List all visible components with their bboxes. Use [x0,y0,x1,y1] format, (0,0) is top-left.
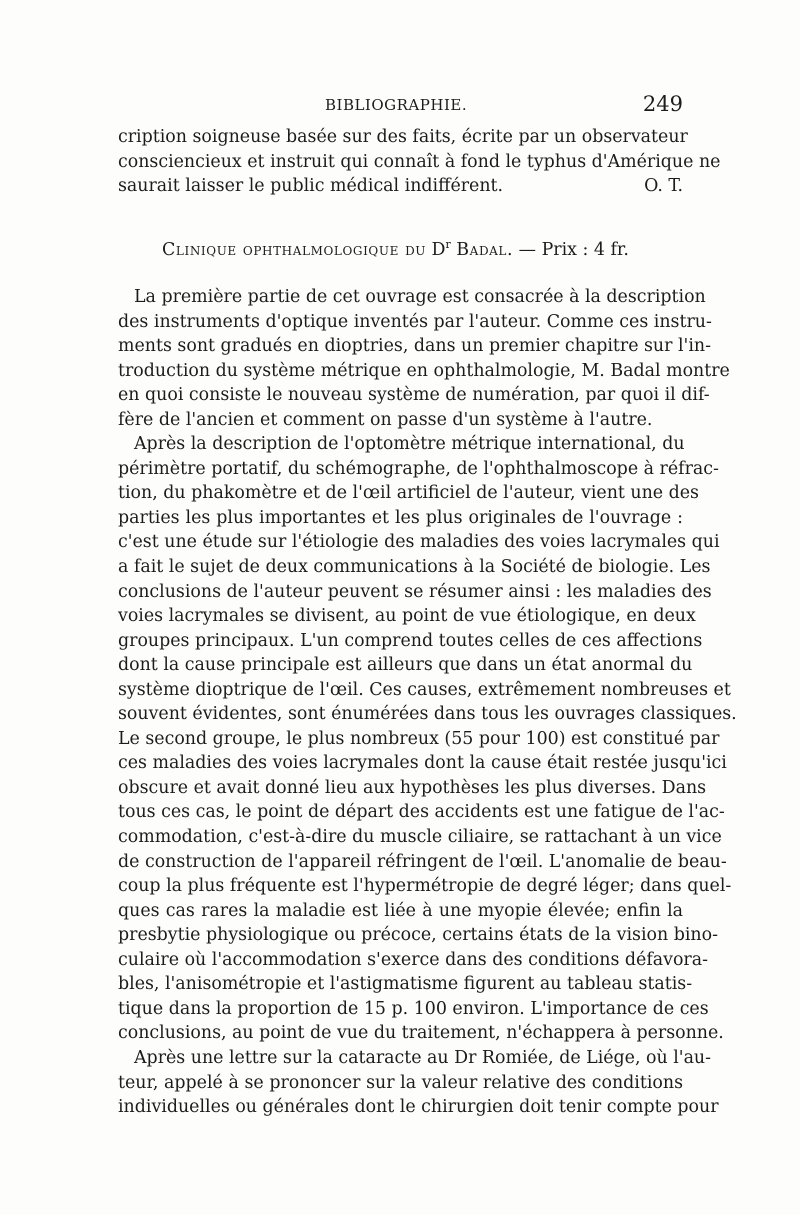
text-line: tique dans la proportion de 15 p. 100 environ. L'importance de ces [118,998,709,1019]
text-line: saurait laisser le public médical indifférent. [118,176,504,197]
text-line: coup la plus fréquente est l'hypermétropie de degré léger; dans quel- [118,876,732,897]
running-head [118,92,683,120]
text-line: teur, appelé à se prononcer sur la valeur relative des conditions [118,1072,683,1093]
text-line: presbytie physiologique ou précoce, certains états de la vision bino- [118,925,718,946]
text-line: de construction de l'appareil réfringent de l'œil. L'anomalie de beau- [118,851,727,872]
text-line: c'est une étude sur l'étiologie des maladies des voies lacrymales qui [118,532,720,553]
top-paragraph [118,125,721,199]
text-line: ques cas rares la maladie est liée à une myopie élevée; enfin la [118,900,683,921]
text-line: fère de l'ancien et comment on passe d'un système à l'autre. [118,409,653,430]
review-heading [162,238,683,260]
heading-title: Clinique ophthalmologique du [162,239,427,260]
review-body [118,285,737,1120]
text-line: groupes principaux. L'un comprend toutes celles de ces affections [118,630,703,651]
text-line: des instruments d'optique inventés par l'auteur. Comme ces instru- [118,311,712,332]
text-line: dont la cause principale est ailleurs que dans un état anormal du [118,655,693,676]
text-line: a fait le sujet de deux communications à la Société de biologie. Les [118,557,711,578]
text-line: tion, du phakomètre et de l'œil artificiel de l'auteur, vient une des [118,483,699,504]
closing-line [118,174,683,199]
text-line: La première partie de cet ouvrage est consacrée à la description [134,287,706,307]
text-line: périmètre portatif, du schémographe, de l'ophthalmoscope à réfrac- [118,458,719,479]
text-line: conclusions, au point de vue du traitement, n'échappera à personne. [118,1023,724,1044]
text-line: ces maladies des voies lacrymales dont la cause était restée jusqu'ici [118,753,727,774]
page-number: 249 [642,92,683,116]
text-line: individuelles ou générales dont le chirurgien doit tenir compte pour [118,1097,719,1118]
running-title: BIBLIOGRAPHIE. [325,96,468,114]
heading-price: — Prix : 4 fr. [518,239,629,260]
text-line: obscure et avait donné lieu aux hypothèses les plus diverses. Dans [118,777,707,798]
text-line: souvent évidentes, sont énumérées dans tous les ouvrages classiques. [118,704,737,725]
text-line: conclusions de l'auteur peuvent se résumer ainsi : les maladies des [118,581,712,602]
text-line: Le second groupe, le plus nombreux (55 pour 100) est constitué par [118,728,720,749]
text-line: culaire où l'accommodation s'exerce dans des conditions défavora- [118,949,708,970]
text-line: système dioptrique de l'œil. Ces causes, extrêmement nombreuses et [118,679,731,700]
heading-author: Badal. [456,239,514,260]
text-line: Après une lettre sur la cataracte au Dr Romiée, de Liége, où l'au- [134,1047,712,1068]
review-signature: O. T. [644,176,683,197]
text-line: ments sont gradués en dioptries, dans un premier chapitre sur l'in- [118,336,711,357]
text-line: cription soigneuse basée sur des faits, écrite par un observateur [118,127,688,147]
text-line: consciencieux et instruit qui connaît à fond le typhus d'Amérique ne [118,151,721,172]
text-line: parties les plus importantes et les plus originales de l'ouvrage : [118,507,683,528]
text-line: en quoi consiste le nouveau système de numération, par quoi il dif- [118,385,710,406]
text-line: bles, l'anisométropie et l'astigmatisme figurent au tableau statis- [118,974,693,995]
text-line: commodation, c'est-à-dire du muscle ciliaire, se rattachant à un vice [118,827,722,848]
text-line: tous ces cas, le point de départ des accidents est une fatigue de l'ac- [118,802,725,823]
text-line: troduction du système métrique en ophthalmologie, M. Badal montre [118,360,730,381]
heading-dr: $D^r$ [431,238,451,260]
text-line: Après la description de l'optomètre métrique international, du [134,434,685,455]
text-line: voies lacrymales se divisent, au point de vue étiologique, en deux [118,606,696,627]
